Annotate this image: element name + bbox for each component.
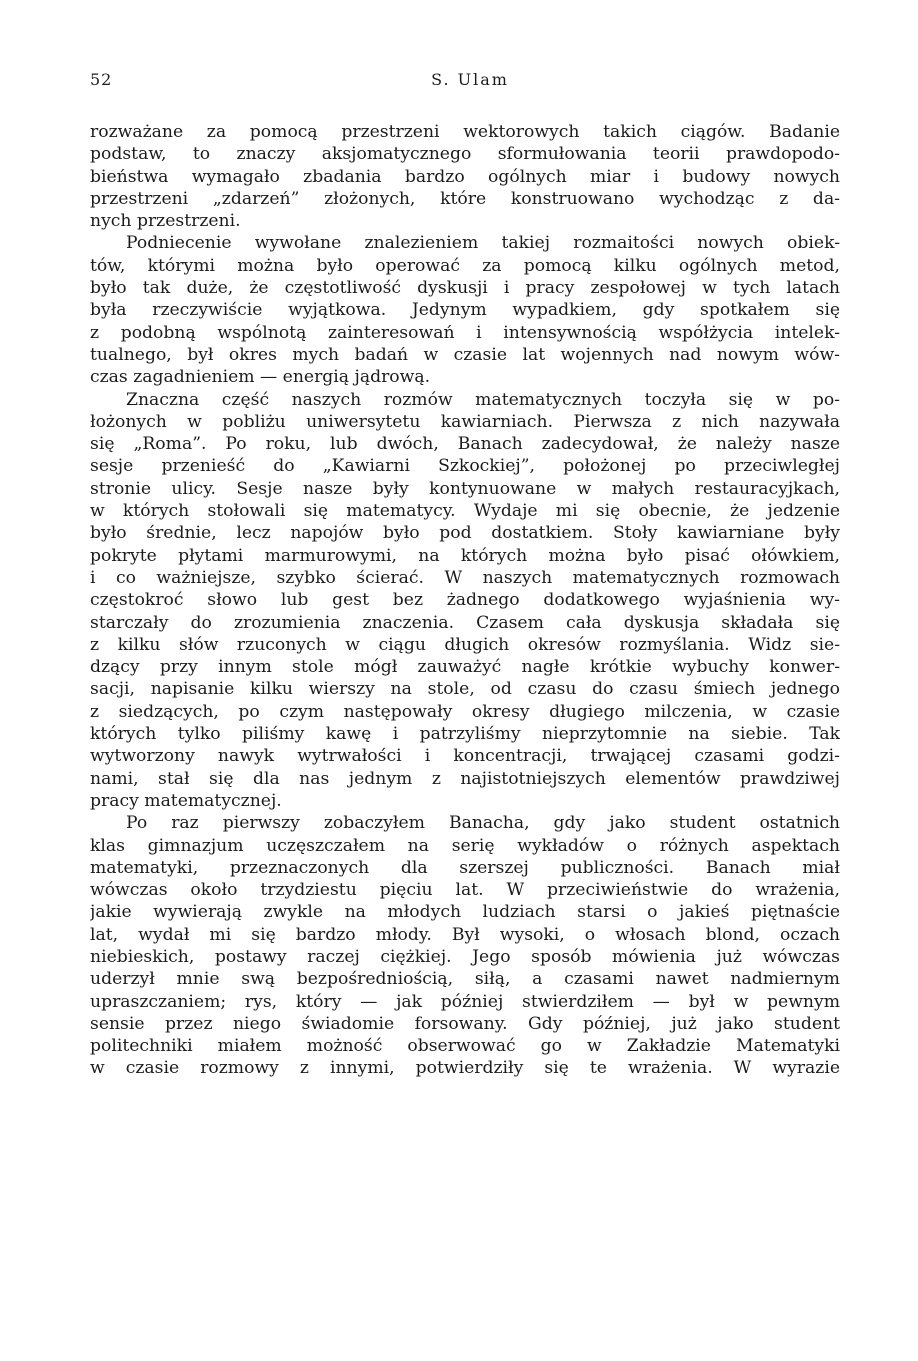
text-line: w których stołowali się matematycy. Wydaje mi się obecnie, że jedzenie	[90, 501, 840, 522]
text-line: sesje przenieść do „Kawiarni Szkockiej”, położonej po przeciwległej	[90, 456, 840, 477]
text-line: stronie ulicy. Sesje nasze były kontynuowane w małych restauracyjkach,	[90, 478, 840, 499]
body-text	[90, 121, 840, 1080]
page-number: 52	[90, 70, 113, 89]
text-line: uderzył mnie swą bezpośredniością, siłą, a czasami nawet nadmiernym	[90, 969, 840, 990]
text-line: czas zagadnieniem — energią jądrową.	[90, 367, 431, 388]
text-line: była rzeczywiście wyjątkowa. Jedynym wypadkiem, gdy spotkałem się	[90, 300, 840, 321]
text-line: jakie wywierają zwykle na młodych ludziach starsi o jakieś piętnaście	[90, 902, 840, 923]
running-title: S. Ulam	[431, 70, 509, 89]
text-line: matematyki, przeznaczonych dla szerszej publiczności. Banach miał	[90, 857, 840, 878]
text-line: nami, stał się dla nas jednym z najistotniejszych elementów prawdziwej	[90, 768, 840, 789]
paragraph	[90, 121, 840, 232]
paragraph	[90, 232, 840, 388]
text-line: z kilku słów rzuconych w ciągu długich okresów rozmyślania. Widz sie-	[90, 634, 840, 655]
text-line: sacji, napisanie kilku wierszy na stole, od czasu do czasu śmiech jednego	[90, 679, 840, 700]
text-line: tów, którymi można było operować za pomocą kilku ogólnych metod,	[90, 255, 840, 276]
text-line: nych przestrzeni.	[90, 211, 241, 232]
text-line: częstokroć słowo lub gest bez żadnego dodatkowego wyjaśnienia wy-	[90, 590, 840, 611]
text-line: sensie przez niego świadomie forsowany. Gdy później, już jako student	[90, 1013, 840, 1034]
text-line: wytworzony nawyk wytrwałości i koncentracji, trwającej czasami godzi-	[90, 746, 840, 767]
text-line: pokryte płytami marmurowymi, na których można było pisać ołówkiem,	[90, 545, 840, 566]
text-line: bieństwa wymagało zbadania bardzo ogólnych miar i budowy nowych	[90, 166, 840, 187]
text-line: się „Roma”. Po roku, lub dwóch, Banach zadecydował, że należy nasze	[90, 434, 840, 455]
text-line: Znaczna część naszych rozmów matematycznych toczyła się w po-	[126, 389, 840, 410]
text-line: klas gimnazjum uczęszczałem na serię wykładów o różnych aspektach	[90, 835, 840, 856]
paragraph	[90, 389, 840, 813]
page-header	[90, 70, 840, 94]
text-line: których tylko piliśmy kawę i patrzyliśmy nieprzytomnie na siebie. Tak	[90, 724, 840, 745]
paragraph	[90, 812, 840, 1080]
text-line: niebieskich, postawy raczej ciężkiej. Jego sposób mówienia już wówczas	[90, 946, 840, 967]
text-line: z podobną wspólnotą zainteresowań i intensywnością współżycia intelek-	[90, 322, 840, 343]
text-line: politechniki miałem możność obserwować go w Zakładzie Matematyki	[90, 1036, 840, 1057]
text-line: było średnie, lecz napojów było pod dostatkiem. Stoły kawiarniane były	[90, 523, 840, 544]
text-line: rozważane za pomocą przestrzeni wektorowych takich ciągów. Badanie	[90, 122, 840, 142]
text-line: i co ważniejsze, szybko ścierać. W naszych matematycznych rozmowach	[90, 567, 840, 588]
text-line: lat, wydał mi się bardzo młody. Był wysoki, o włosach blond, oczach	[90, 924, 840, 945]
text-line: Po raz pierwszy zobaczyłem Banacha, gdy jako student ostatnich	[126, 813, 840, 834]
text-line: w czasie rozmowy z innymi, potwierdziły się te wrażenia. W wyrazie	[90, 1058, 840, 1079]
text-line: Podniecenie wywołane znalezieniem takiej rozmaitości nowych obiek-	[126, 233, 840, 254]
text-line: wówczas około trzydziestu pięciu lat. W przeciwieństwie do wrażenia,	[90, 880, 840, 901]
text-line: tualnego, był okres mych badań w czasie lat wojennych nad nowym wów-	[90, 344, 840, 365]
text-line: łożonych w pobliżu uniwersytetu kawiarniach. Pierwsza z nich nazywała	[90, 411, 840, 432]
text-line: starczały do zrozumienia znaczenia. Czasem cała dyskusja składała się	[90, 612, 840, 633]
text-line: upraszczaniem; rys, który — jak później stwierdziłem — był w pewnym	[90, 991, 840, 1012]
text-line: dzący przy innym stole mógł zauważyć nagłe krótkie wybuchy konwer-	[90, 657, 840, 678]
text-line: z siedzących, po czym następowały okresy długiego milczenia, w czasie	[90, 701, 840, 722]
text-line: było tak duże, że częstotliwość dyskusji i pracy zespołowej w tych latach	[90, 278, 840, 299]
text-line: przestrzeni „zdarzeń” złożonych, które konstruowano wychodząc z da-	[90, 188, 840, 209]
text-line: pracy matematycznej.	[90, 790, 282, 811]
text-line: podstaw, to znaczy aksjomatycznego sformułowania teorii prawdopodo-	[90, 144, 840, 165]
